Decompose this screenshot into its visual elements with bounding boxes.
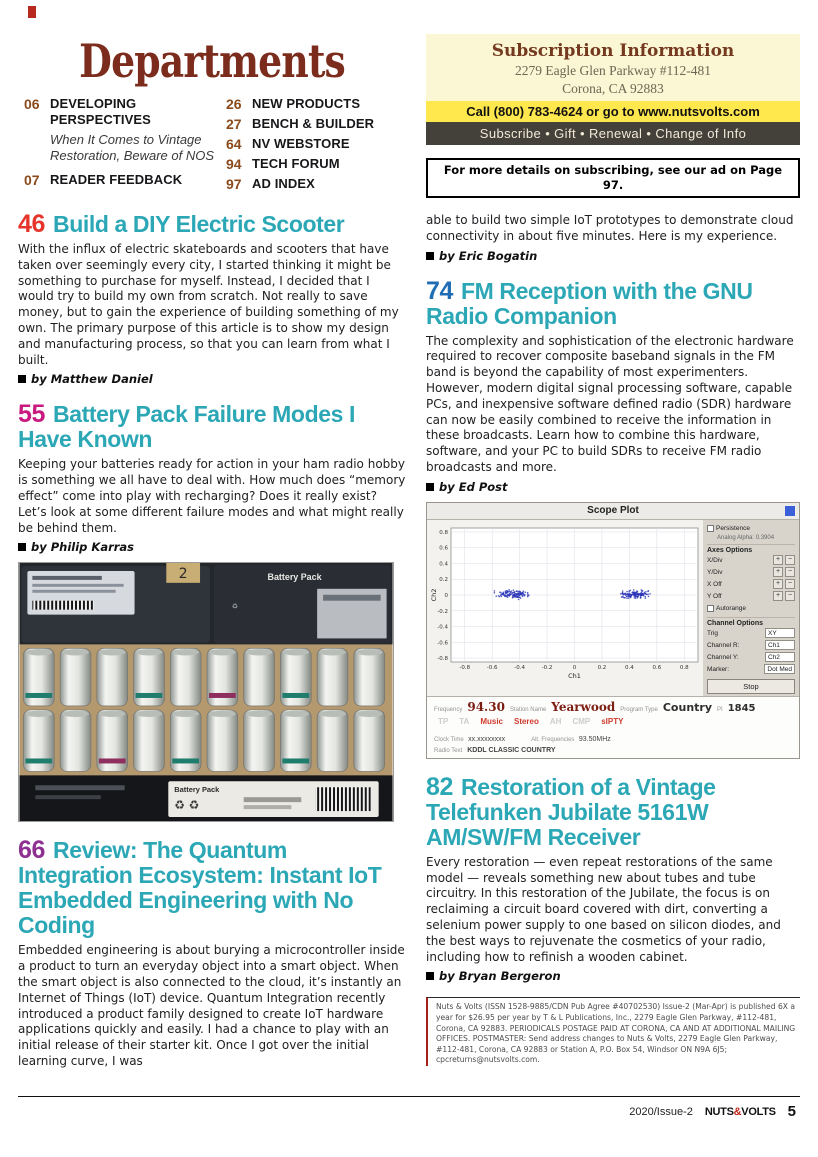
yoff-increase-button[interactable]: +: [773, 591, 783, 601]
square-bullet-icon: [18, 543, 26, 551]
yoff-decrease-button[interactable]: −: [785, 591, 795, 601]
svg-text:-0.8: -0.8: [459, 664, 471, 671]
rds-flags: [438, 717, 792, 726]
stop-button[interactable]: Stop: [707, 679, 795, 694]
page-footer: [629, 1103, 796, 1120]
station-name-label: Station Name: [509, 706, 547, 713]
radio-text-value: KDDL CLASSIC COUNTRY: [467, 746, 556, 754]
yoff-row: Y Off + −: [707, 591, 795, 602]
channel-y-label: Channel Y:: [707, 653, 739, 661]
feature-66-page-number: 66: [18, 836, 46, 865]
left-column: [18, 34, 406, 1074]
persistence-label: Persistence: [716, 524, 750, 532]
feature-74-heading: [426, 276, 800, 329]
subscription-address-1: 2279 Eagle Glen Parkway #112-481: [515, 63, 711, 78]
feature-46-summary: With the influx of electric skateboards and scooters that have taken over seemingly every city, I started thinking it might be something to purchase for myself. Instead, I decided that I would try to build my own from scratch. Not really to save money, but to gain the experience of building something of my own. The primary purpose of this article is to show my design and manufacturing process, so that you can learn from what I built.: [18, 242, 399, 367]
svg-text:0: 0: [572, 664, 577, 671]
channel-r-label: Channel R:: [707, 641, 740, 649]
feature-46-page-number: 46: [18, 210, 46, 238]
svg-text:-0.2: -0.2: [541, 664, 553, 671]
subscription-address-2: Corona, CA 92883: [562, 81, 664, 96]
scope-titlebar: [427, 503, 799, 520]
xoff-decrease-button[interactable]: −: [785, 579, 795, 589]
xdiv-row: X/Div + −: [707, 555, 795, 566]
svg-text:-0.2: -0.2: [437, 608, 448, 615]
feature-82-byline: by Bryan Bergeron: [426, 969, 800, 983]
ydiv-increase-button[interactable]: +: [773, 567, 783, 577]
scope-title: Scope Plot: [587, 504, 639, 516]
feature-46-heading: [18, 212, 406, 237]
feature-74-byline: by Ed Post: [426, 480, 800, 494]
clock-time-value: xx.xxxxxxxx: [468, 735, 506, 743]
alt-frequencies-value: 93.50MHz: [578, 735, 611, 743]
trig-mode-tab[interactable]: XY: [765, 628, 795, 638]
nuts-volts-logo: NUTS&VOLTS: [704, 1105, 776, 1118]
feature-82-page-number: 82: [426, 772, 454, 801]
program-type-label: Program Type: [620, 706, 658, 713]
departments-right-subcolumn: [226, 96, 408, 196]
departments-left-subcolumn: [24, 96, 226, 196]
square-bullet-icon: [426, 252, 434, 260]
subscription-title: Subscription Information: [491, 41, 735, 61]
svg-text:0.8: 0.8: [679, 664, 689, 671]
svg-text:Ch2: Ch2: [430, 588, 438, 602]
dept-item-new-products[interactable]: [226, 96, 408, 112]
dept-item-reader-feedback[interactable]: [24, 172, 226, 188]
marker-dropdown[interactable]: Dot Med: [764, 664, 795, 674]
dept-item-ad-index[interactable]: [226, 176, 408, 192]
subscription-info-box: [426, 34, 800, 198]
scope-side-panel: [703, 520, 799, 696]
feature-74-title: FM Reception with the GNU Radio Companion: [426, 277, 753, 329]
feature-74-page-number: 74: [426, 276, 454, 305]
feature-74-summary: The complexity and sophistication of the electronic hardware required to recover composite baseband signals in the FM band is beyond the capability of most experimenters. However, modern digital signal processing software, capable PCs, and inexpensive software defined radio (SDR) hardware can now be easily combined to receive the information in these broadcasts. Learn how to combine this hardware, software, and your PC to build SDRs to receive FM radio broadcasts and more.: [426, 333, 794, 474]
right-column: [426, 34, 800, 1074]
dept-label: NEW PRODUCTS: [252, 96, 361, 111]
scope-window: [426, 502, 800, 759]
print-mark: [28, 6, 36, 18]
scope-plot-screenshot: [426, 502, 800, 759]
alt-frequencies-label: Alt. Frequencies: [531, 736, 575, 743]
xdiv-decrease-button[interactable]: −: [785, 555, 795, 565]
feature-46-title: Build a DIY Electric Scooter: [53, 211, 345, 237]
subscription-top: [426, 34, 800, 122]
subscription-call-line: Call (800) 783-4624 or go to www.nutsvolts.com: [426, 101, 800, 122]
channel-r-row: [707, 640, 795, 651]
autorange-label: Autorange: [716, 604, 746, 612]
channel-options-header: Channel Options: [707, 617, 795, 627]
svg-text:0.4: 0.4: [439, 561, 448, 568]
scope-window-button[interactable]: [785, 506, 795, 516]
feature-66-summary: Embedded engineering is about burying a microcontroller inside a product to turn an everyday object into a smart object. When the smart object is also connected to the cloud, it’s instantly an Internet of Things (IoT) device. Quantum Integration recently introduced a product family designed to create IoT hardware applications quickly and easily. I had a chance to play with an initial release of their starter kit. Once I got over the initial learning curve, I was: [18, 943, 405, 1068]
battery-pack-photo: [18, 562, 396, 822]
xoff-increase-button[interactable]: +: [773, 579, 783, 589]
subscription-options-bar: Subscribe • Gift • Renewal • Change of Info: [426, 122, 800, 145]
dept-label: NV WEBSTORE: [252, 136, 350, 151]
trig-row: [707, 628, 795, 639]
dept-item-nv-webstore[interactable]: [226, 136, 408, 152]
svg-text:-0.8: -0.8: [437, 655, 448, 662]
flag-cmp: CMP: [572, 716, 591, 726]
footer-issue: 2020/Issue-2: [629, 1105, 693, 1118]
dept-subtitle: When It Comes to Vintage Restoration, Beware of NOS: [50, 132, 215, 163]
flag-stereo: Stereo: [513, 716, 539, 726]
channel-y-dropdown[interactable]: Ch2: [765, 652, 795, 662]
svg-text:0.6: 0.6: [439, 545, 448, 552]
frequency-value: 94.30: [467, 699, 505, 714]
feature-66-title: Review: The Quantum Integration Ecosystem: Instant IoT Embedded Engineering with No Coding: [18, 837, 382, 939]
departments-list: [18, 96, 406, 196]
dept-label: AD INDEX: [252, 176, 315, 191]
flag-ah: AH: [549, 716, 562, 726]
battery-pack-photo-svg: [18, 562, 394, 822]
dept-label: TECH FORUM: [252, 156, 340, 171]
dept-page-number: 64: [226, 136, 242, 152]
svg-text:0.8: 0.8: [439, 529, 448, 536]
feature-82-heading: [426, 772, 800, 850]
square-bullet-icon: [426, 972, 434, 980]
departments-title: Departments: [79, 34, 345, 88]
dept-item-bench-builder[interactable]: [226, 116, 408, 132]
program-type-value: Country: [662, 700, 713, 714]
feature-46-byline: by Matthew Daniel: [18, 372, 406, 386]
flag-sipty: sIPTY: [601, 716, 624, 726]
feature-66-heading: [18, 838, 406, 938]
dept-label: DEVELOPING PERSPECTIVES: [50, 96, 151, 127]
feature-55-page-number: 55: [18, 400, 46, 429]
svg-text:0.4: 0.4: [625, 664, 634, 671]
svg-text:-0.6: -0.6: [437, 640, 448, 647]
ydiv-decrease-button[interactable]: −: [785, 567, 795, 577]
xdiv-increase-button[interactable]: +: [773, 555, 783, 565]
dept-page-number: 94: [226, 156, 242, 172]
feature-82-summary: Every restoration — even repeat restorations of the same model — reveals something new about tubes and tube circuitry. In this restoration of the Jubilate, the focus is on reclaiming a circuit board covered with dirt, converting a selenium power supply to one based on silicon diodes, and the best ways to rejuvenate the cosmetics of your radio, including how to refinish a wooden cabinet.: [426, 854, 781, 964]
flag-music: Music: [480, 716, 503, 726]
rds-info-panel: [427, 696, 799, 758]
square-bullet-icon: [426, 483, 434, 491]
scope-plot-area: [427, 520, 703, 696]
publication-fine-print: Nuts & Volts (ISSN 1528-9885/CDN Pub Agree #40702530) Issue-2 (Mar-Apr) is published 6X a year for $26.95 per year by T & L Publications, Inc., 2279 Eagle Glen Parkway, #112-481, Corona, CA 92883. PERIODICALS POSTAGE PAID AT CORONA, CA AND AT ADDITIONAL MAILING OFFICES. POSTMASTER: Send address changes to Nuts & Volts, 2279 Eagle Glen Parkway, #112-481, Corona, CA 92883 or Station A, P.O. Box 54, Windsor ON N9A 6J5; cpcreturns@nutsvolts.com.: [426, 997, 800, 1066]
feature-55-heading: [18, 402, 406, 452]
persistence-checkbox[interactable]: [707, 525, 714, 532]
feature-66-continuation: able to build two simple IoT prototypes to demonstrate cloud connectivity in about five minutes. Here is my experience.: [426, 213, 794, 243]
flag-ta: TA: [459, 716, 470, 726]
station-name-value: Yearwood: [551, 699, 616, 714]
svg-text:-0.4: -0.4: [437, 624, 448, 631]
svg-text:♻: ♻: [231, 604, 239, 612]
svg-text:-0.4: -0.4: [514, 664, 525, 671]
marker-label: Marker:: [707, 665, 730, 673]
feature-82-title: Restoration of a Vintage Telefunken Jubilate 5161W AM/SW/FM Receiver: [426, 773, 716, 850]
svg-text:-0.6: -0.6: [486, 664, 498, 671]
footer-rule: [18, 1096, 800, 1097]
dept-page-number: 07: [24, 172, 40, 188]
flag-tp: TP: [438, 716, 449, 726]
pi-value: 1845: [727, 702, 756, 714]
svg-text:0.2: 0.2: [439, 577, 448, 584]
feature-66-byline: by Eric Bogatin: [426, 249, 800, 263]
feature-55-title: Battery Pack Failure Modes I Have Known: [18, 401, 355, 453]
svg-text:♻ ♻: ♻ ♻: [174, 798, 200, 813]
battery-pack-label-bottom: Battery Pack: [174, 785, 220, 795]
pi-label: PI: [717, 706, 723, 713]
ydiv-row: Y/Div + −: [707, 567, 795, 578]
dept-page-number: 26: [226, 96, 242, 112]
channel-r-dropdown[interactable]: Ch1: [765, 640, 795, 650]
constellation-scatter-plot: [429, 522, 703, 680]
feature-55-byline: by Philip Karras: [18, 540, 406, 554]
svg-text:0.6: 0.6: [652, 664, 662, 671]
footer-page-number: 5: [787, 1103, 796, 1120]
subscription-details-note: For more details on subscribing, see our ad on Page 97.: [426, 158, 800, 198]
clock-time-label: Clock Time: [434, 736, 464, 743]
svg-text:Ch1: Ch1: [568, 671, 581, 680]
radio-text-label: Radio Text: [434, 747, 463, 754]
dept-page-number: 06: [24, 96, 40, 112]
battery-pack-label-top: Battery Pack: [267, 572, 322, 583]
autorange-checkbox[interactable]: [707, 605, 714, 612]
dept-item-tech-forum[interactable]: [226, 156, 408, 172]
feature-55-summary: Keeping your batteries ready for action in your ham radio hobby is something we all have to deal with. How much does “memory effect” come into play with recharging? Does it really exist? Let’s look at some different failure modes and what might really be behind them.: [18, 457, 406, 535]
xoff-row: X Off + −: [707, 579, 795, 590]
dept-label: BENCH & BUILDER: [252, 116, 375, 131]
frequency-label: Frequency: [434, 706, 463, 713]
square-bullet-icon: [18, 375, 26, 383]
dept-label: READER FEEDBACK: [50, 172, 183, 187]
channel-y-row: [707, 652, 795, 663]
dept-item-developing-perspectives[interactable]: [24, 96, 226, 128]
analog-alpha-label: Analog Alpha: 0.3904: [717, 534, 775, 541]
battery-tag-number: 2: [178, 566, 188, 583]
svg-text:0.2: 0.2: [597, 664, 607, 671]
dept-page-number: 27: [226, 116, 242, 132]
svg-text:0: 0: [444, 592, 448, 599]
marker-row: [707, 664, 795, 675]
axes-options-header: Axes Options: [707, 544, 795, 554]
dept-page-number: 97: [226, 176, 242, 192]
trig-label: Trig: [707, 629, 718, 637]
